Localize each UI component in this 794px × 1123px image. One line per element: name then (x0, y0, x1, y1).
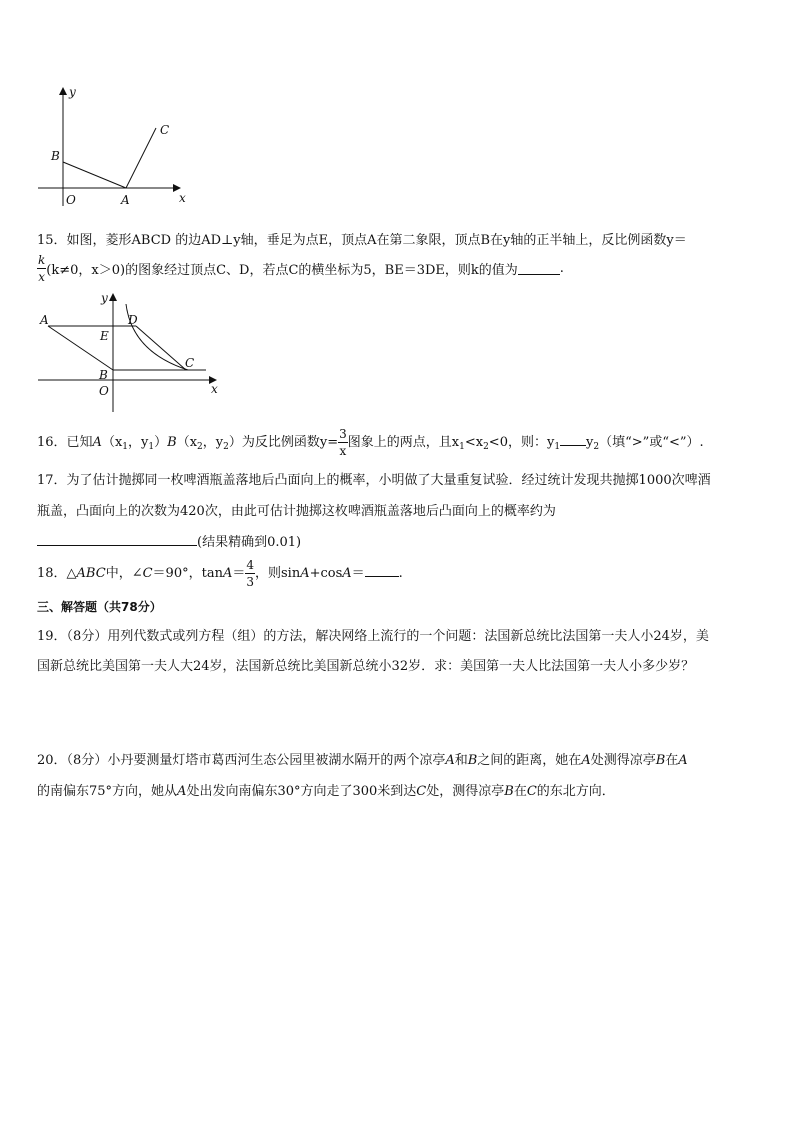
angle-c: C (142, 566, 153, 581)
q18-text: 18．△ (37, 566, 77, 581)
q16-text: ，y (128, 435, 149, 450)
q16-text: 图象上的两点，且x (347, 435, 460, 450)
fraction-3-over-x (338, 428, 348, 457)
angle-a: A (342, 566, 352, 581)
q20-text: 的东北方向． (536, 784, 615, 799)
segment-dc (136, 326, 186, 370)
subscript: 1 (148, 442, 155, 452)
q16-text: ） (154, 435, 168, 450)
subscript: 2 (483, 442, 489, 452)
figure-q15 (30, 290, 230, 415)
q18-text: ＝ (232, 566, 246, 581)
point-b: B (167, 435, 177, 450)
section-heading: 三、解答题（共78分） (37, 600, 162, 614)
point-b: B (655, 753, 666, 768)
q17-line1 (37, 469, 711, 488)
angle-a: A (222, 566, 233, 581)
label-o: O (99, 384, 109, 398)
label-c: C (160, 123, 170, 137)
label-y: y (101, 291, 108, 305)
q18-text: ＝ (351, 566, 365, 581)
point-c: C (416, 784, 427, 799)
q18-text: ，则sin (254, 566, 301, 581)
label-e: E (100, 329, 109, 343)
q18-text: 中，∠ (105, 566, 143, 581)
q16-text: （x (101, 435, 123, 450)
subscript: 1 (459, 442, 465, 452)
frac-den: x (38, 270, 46, 284)
answer-blank-15[interactable] (518, 262, 560, 275)
q16-text: （填“>”或“<”）. (599, 435, 704, 450)
q18-text: ＝90°，tan (152, 566, 223, 581)
label-o: O (66, 193, 76, 207)
q20-text: 在 (665, 753, 679, 768)
q18-text: +cos (309, 566, 343, 581)
q20-line2 (37, 780, 615, 799)
answer-blank-16[interactable] (560, 445, 586, 446)
label-a: A (40, 313, 49, 327)
q20-text: 在 (513, 784, 527, 799)
label-x: x (179, 191, 186, 205)
q19-text-1: 19．（8分）用列代数式或列方程（组）的方法，解决网络上流行的一个问题：法国新总统比法国第一夫人小24岁，美 (37, 629, 709, 644)
q16-text: y (586, 435, 594, 450)
point-a: A (92, 435, 102, 450)
q16-text: ，y (202, 435, 224, 450)
subscript: 2 (593, 442, 600, 452)
q15-end: . (559, 261, 564, 276)
q19-text-2: 国新总统比美国第一夫人大24岁，法国新总统比美国新总统小32岁．求：美国第一夫人比法国第一夫人小多少岁？ (37, 659, 695, 674)
label-y: y (69, 85, 76, 99)
q19-line2 (37, 655, 694, 674)
point-b: B (504, 784, 514, 799)
point-a: A (445, 753, 455, 768)
frac-den: x (339, 444, 347, 458)
q20-text: 20．（8分）小丹要测量灯塔市葛西河生态公园里被湖水隔开的两个凉亭 (37, 753, 446, 768)
q20-text: 和 (454, 753, 468, 768)
point-c: C (526, 784, 537, 799)
frac-num: 3 (339, 427, 347, 441)
q16-text: （x (176, 435, 198, 450)
answer-blank-17[interactable] (37, 533, 197, 546)
q16-line (37, 428, 704, 460)
point-a: A (177, 784, 187, 799)
segment-ba (63, 162, 126, 188)
label-b: B (51, 149, 60, 163)
q15-text-2: (k≠0，x＞0)的图象经过顶点C、D，若点C的横坐标为5，BE＝3DE，则k的值为 (46, 263, 518, 278)
label-x: x (211, 382, 218, 396)
fraction-k-over-x (37, 254, 46, 283)
triangle-abc: ABC (76, 566, 106, 581)
subscript: 2 (197, 442, 203, 452)
q20-text: 处，测得凉亭 (426, 784, 505, 799)
q16-text: <x (464, 435, 484, 450)
q18-line (37, 557, 403, 591)
q19-line1 (37, 625, 709, 644)
q15-line2 (37, 254, 564, 283)
q16-text: ）为反比例函数y= (228, 435, 339, 450)
q17-text-3: (结果精确到0.01) (197, 535, 302, 550)
label-a: A (121, 193, 130, 207)
frac-num: 4 (246, 558, 254, 572)
q15-line1 (37, 229, 687, 248)
q17-line2 (37, 500, 556, 519)
point-b: B (467, 753, 478, 768)
subscript: 1 (122, 442, 129, 452)
subscript: 2 (223, 442, 229, 452)
q17-text-1: 17．为了估计抛掷同一枚啤酒瓶盖落地后凸面向上的概率，小明做了大量重复试验．经过统计发现共抛掷1000次啤酒 (37, 473, 711, 488)
label-b: B (99, 368, 108, 382)
answer-blank-18[interactable] (365, 576, 399, 577)
subscript: 1 (554, 442, 561, 452)
q16-text: 16．已知 (37, 435, 93, 450)
q20-line1 (37, 749, 688, 768)
figure-q14 (30, 82, 200, 212)
q20-text: 之间的距离，她在 (477, 753, 582, 768)
frac-den: 3 (246, 575, 254, 589)
point-a: A (678, 753, 688, 768)
frac-num: k (38, 253, 46, 267)
point-a: A (581, 753, 591, 768)
angle-a: A (300, 566, 310, 581)
q18-end: . (398, 566, 403, 581)
segment-ac (126, 128, 156, 188)
q20-text: 处测得凉亭 (590, 753, 656, 768)
q17-text-2: 瓶盖，凸面向上的次数为420次，由此可估计抛掷这枚啤酒瓶盖落地后凸面向上的概率约为 (37, 504, 556, 519)
q20-text: 的南偏东75°方向，她从 (37, 784, 178, 799)
label-c: C (185, 356, 195, 370)
q15-text-1: 15．如图，菱形ABCD 的边AD⊥y轴，垂足为点E，顶点A在第二象限，顶点B在y轴的正半轴上，反比例函数y＝ (37, 233, 687, 248)
q16-text: <0，则：y (488, 435, 555, 450)
label-d: D (128, 313, 138, 327)
q20-text: 处出发向南偏东30°方向走了300米到达 (186, 784, 417, 799)
fraction-4-over-3 (245, 559, 255, 588)
q17-line3 (37, 531, 301, 550)
